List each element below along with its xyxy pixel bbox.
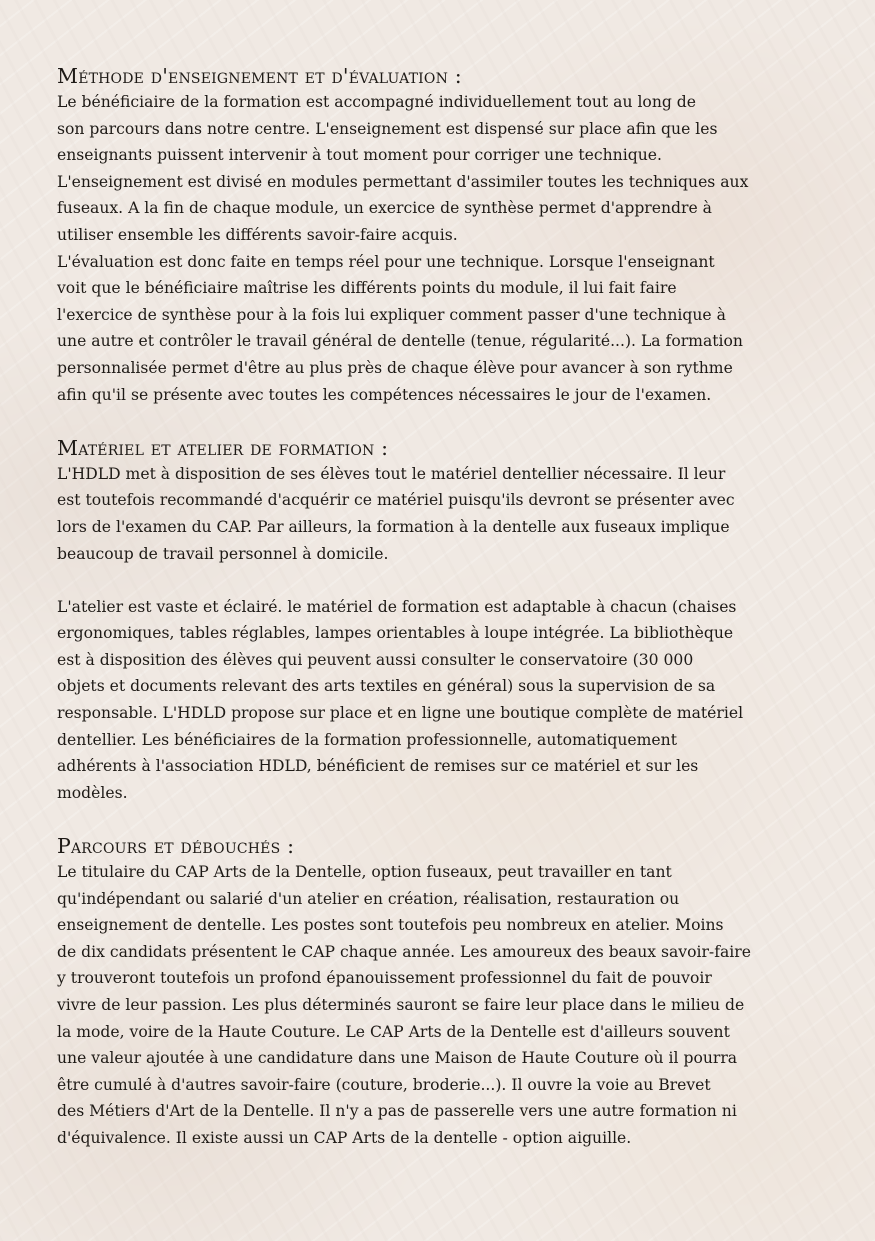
- section-title: Méthode d'enseignement et d'évaluation :: [57, 64, 462, 88]
- section-parcours: [57, 833, 813, 1152]
- section-paragraph: Le bénéficiaire de la formation est accompagné individuellement tout au long de son parcours dans notre centre. L'enseignement est dispensé sur place afin que les enseignants puissent intervenir à tout moment pour corriger une technique. L'enseignement est divisé en modules permettant d'assimiler toutes les techniques aux fuseaux. A la fin de chaque module, un exercice de synthèse permet d'apprendre à utiliser ensemble les différents savoir-faire acquis. L'évaluation est donc faite en temps réel pour une technique. Lorsque l'enseignant voit que le bénéficiaire maîtrise les différents points du module, il lui fait faire l'exercice de synthèse pour à la fois lui expliquer comment passer d'une technique à une autre et contrôler le travail général de dentelle (tenue, régularité...). La formation personnalisée permet d'être au plus près de chaque élève pour avancer à son rythme afin qu'il se présente avec toutes les compétences nécessaires le jour de l'examen.: [57, 93, 749, 404]
- section-paragraph: Le titulaire du CAP Arts de la Dentelle, option fuseaux, peut travailler en tant qu'indépendant ou salarié d'un atelier en création, réalisation, restauration ou enseignement de dentelle. Les postes sont toutefois peu nombreux en atelier. Moins de dix candidats présentent le CAP chaque année. Les amoureux des beaux savoir-faire y trouveront toutefois un profond épanouissement professionnel du fait de pouvoir vivre de leur passion. Les plus déterminés sauront se faire leur place dans le milieu de la mode, voire de la Haute Couture. Le CAP Arts de la Dentelle est d'ailleurs souvent une valeur ajoutée à une candidature dans une Maison de Haute Couture où il pourra être cumulé à d'autres savoir-faire (couture, broderie...). Il ouvre la voie au Brevet des Métiers d'Art de la Dentelle. Il n'y a pas de passerelle vers une autre formation ni d'équivalence. Il existe aussi un CAP Arts de la dentelle - option aiguille.: [57, 863, 751, 1147]
- section-materiel: [57, 435, 813, 807]
- section-title: Matériel et atelier de formation :: [57, 435, 389, 460]
- section-paragraph: L'HDLD met à disposition de ses élèves tout le matériel dentellier nécessaire. Il leur est toutefois recommandé d'acquérir ce matériel puisqu'ils devront se présenter avec lors de l'examen du CAP. Par ailleurs, la formation à la dentelle aux fuseaux implique beaucoup de travail personnel à domicile.: [57, 464, 735, 563]
- section-methode: [57, 63, 813, 408]
- document-body: [57, 63, 813, 1152]
- section-title: Parcours et débouchés :: [57, 834, 295, 859]
- section-paragraph: L'atelier est vaste et éclairé. le matériel de formation est adaptable à chacun (chaises ergonomiques, tables réglables, lampes orientables à loupe intégrée. La bibliothèque est à disposition des élèves qui peuvent aussi consulter le conservatoire (30 000 objets et documents relevant des arts textiles en général) sous la supervision de sa responsable. L'HDLD propose sur place et en ligne une boutique complète de matériel dentellier. Les bénéficiaires de la formation professionnelle, automatiquement adhérents à l'association HDLD, bénéficient de remises sur ce matériel et sur les modèles.: [57, 597, 744, 802]
